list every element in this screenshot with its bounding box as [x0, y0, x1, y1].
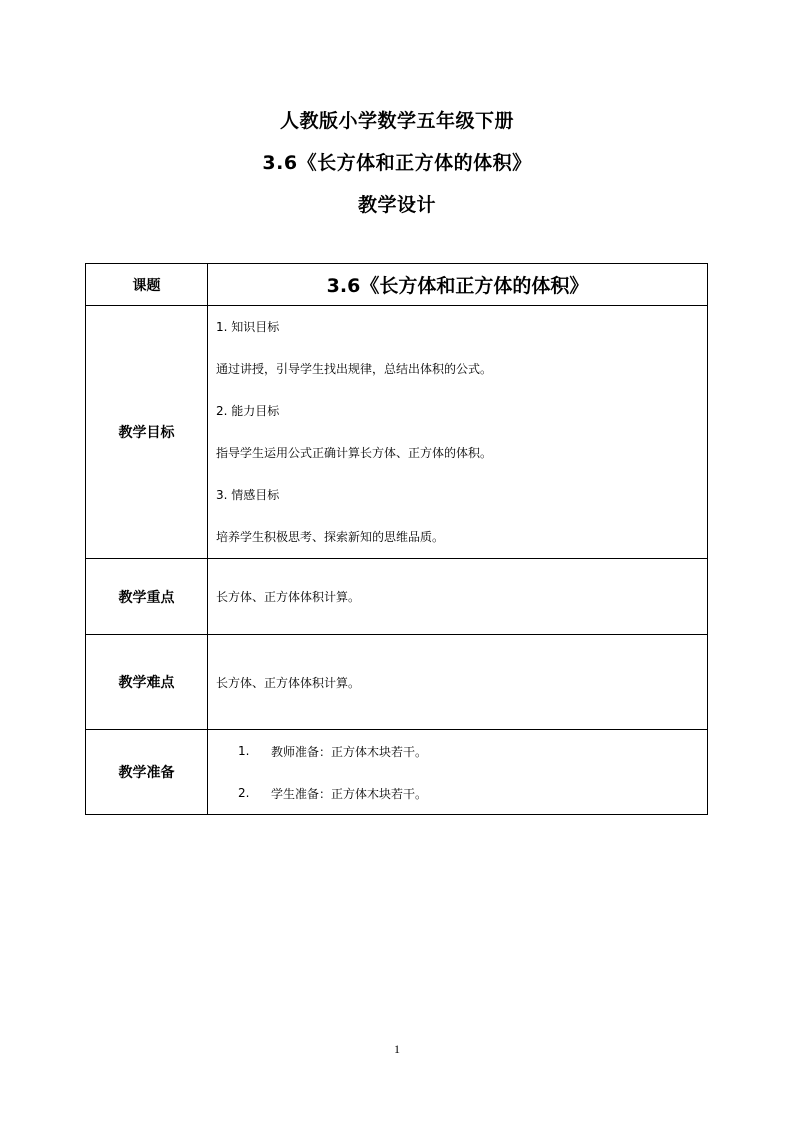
- document-title-line-1: 人教版小学数学五年级下册: [279, 110, 514, 132]
- goal-heading-emotion: 3. 情感目标: [216, 488, 280, 502]
- table-row-difficulties: [86, 635, 708, 730]
- table-row-goals: [86, 306, 708, 559]
- goal-text-emotion: 培养学生积极思考、探索新知的思维品质。: [216, 530, 445, 544]
- list-item: [216, 730, 707, 772]
- table-row-key-points: [86, 559, 708, 635]
- goal-heading-ability: 2. 能力目标: [216, 404, 280, 418]
- topic-label: 课题: [86, 264, 208, 306]
- difficulties-label: 教学难点: [86, 635, 208, 730]
- prep-item-text: 教师准备：正方体木块若干。: [271, 744, 428, 759]
- goal-text-ability: 指导学生运用公式正确计算长方体、正方体的体积。: [216, 446, 493, 460]
- prep-item-text: 学生准备：正方体木块若干。: [271, 786, 428, 801]
- page-number: 1: [394, 1042, 400, 1056]
- prep-item-number: 1.: [238, 744, 250, 758]
- preparation-content: [208, 730, 708, 815]
- goal-heading-knowledge: 1. 知识目标: [216, 320, 280, 334]
- goals-label: 教学目标: [86, 306, 208, 559]
- document-title-line-3: 教学设计: [357, 194, 436, 216]
- goal-text-knowledge: 通过讲授，引导学生找出规律，总结出体积的公式。: [216, 362, 493, 376]
- table-row-preparation: [86, 730, 708, 815]
- document-title-line-2: 3.6《长方体和正方体的体积》: [262, 152, 532, 174]
- preparation-label: 教学准备: [86, 730, 208, 815]
- topic-value: 3.6《长方体和正方体的体积》: [208, 264, 708, 306]
- list-item: [216, 772, 707, 814]
- table-row-topic: [86, 264, 708, 306]
- prep-item-number: 2.: [238, 786, 250, 800]
- difficulties-value: 长方体、正方体体积计算。: [208, 635, 708, 730]
- goals-content: [208, 306, 708, 559]
- key-points-value: 长方体、正方体体积计算。: [208, 559, 708, 635]
- key-points-label: 教学重点: [86, 559, 208, 635]
- lesson-plan-table: [85, 263, 708, 815]
